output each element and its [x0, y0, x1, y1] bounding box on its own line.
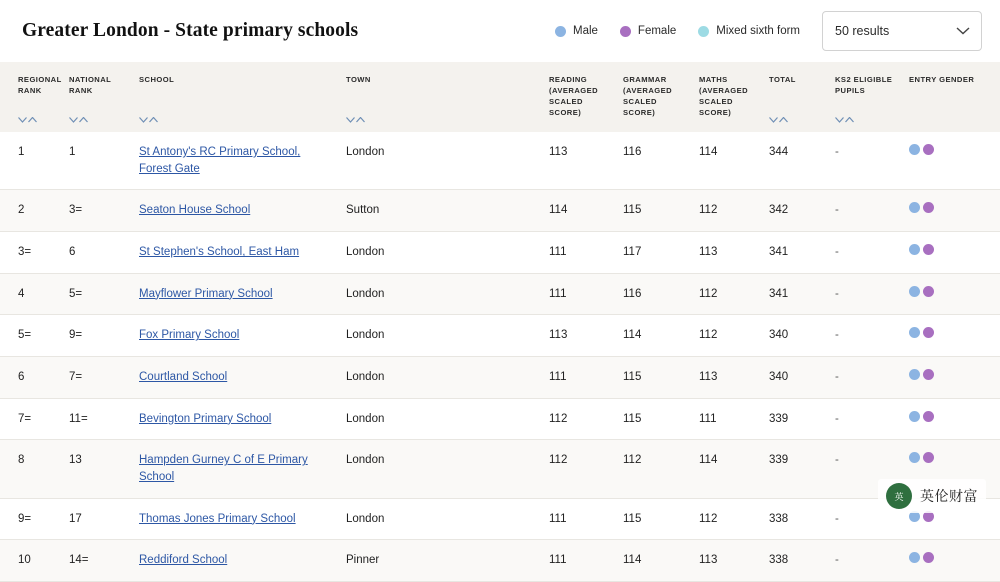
cell-total: [763, 232, 829, 274]
cell-total: [763, 540, 829, 582]
cell-regional-rank: [0, 190, 63, 232]
cell-ks2-eligible-pupils-text: -: [835, 554, 839, 567]
cell-maths: [693, 357, 763, 399]
sort-icon[interactable]: [769, 117, 788, 123]
cell-reading: [543, 190, 617, 232]
table-body: [0, 132, 1000, 582]
cell-school: [133, 357, 340, 399]
cell-town-text: Sutton: [346, 204, 380, 217]
cell-school: [133, 273, 340, 315]
cell-maths: [693, 190, 763, 232]
cell-reading-text: 113: [549, 329, 568, 342]
cell-entry-gender: [903, 273, 1000, 315]
cell-ks2-eligible-pupils-text: -: [835, 454, 839, 467]
chevron-down-icon: [956, 27, 970, 36]
cell-total: [763, 357, 829, 399]
cell-regional-rank: [0, 315, 63, 357]
entry-gender-dot: [923, 144, 934, 155]
column-header-town[interactable]: TOWN: [340, 62, 543, 132]
cell-town: [340, 315, 543, 357]
cell-town: [340, 498, 543, 540]
cell-national-rank: [63, 232, 133, 274]
cell-reading-text: 113: [549, 146, 568, 158]
cell-grammar-text: 116: [623, 287, 642, 300]
entry-gender-dots: [909, 552, 994, 563]
sort-icon[interactable]: [835, 117, 854, 123]
column-header-grammar[interactable]: GRAMMAR (AVERAGED SCALED SCORE): [617, 62, 693, 132]
legend-item-mixed-sixth-form: [698, 25, 800, 37]
cell-maths: [693, 232, 763, 274]
cell-grammar: [617, 540, 693, 582]
cell-regional-rank: [0, 540, 63, 582]
cell-total: [763, 190, 829, 232]
watermark-logo-icon: 英: [886, 483, 912, 509]
cell-total: [763, 315, 829, 357]
cell-town: [340, 190, 543, 232]
cell-maths-text: 112: [699, 204, 718, 217]
cell-entry-gender: [903, 357, 1000, 399]
results-table-wrap: [0, 62, 1000, 582]
cell-school-text[interactable]: St Antony's RC Primary School, Forest Gate: [139, 146, 301, 175]
cell-reading: [543, 498, 617, 540]
cell-reading: [543, 315, 617, 357]
column-header-maths[interactable]: MATHS (AVERAGED SCALED SCORE): [693, 62, 763, 132]
table-row: [0, 398, 1000, 440]
cell-ks2-eligible-pupils-text: -: [835, 512, 839, 525]
watermark-text: 英伦财富: [920, 489, 978, 505]
entry-gender-dots: [909, 369, 994, 380]
cell-regional-rank: [0, 498, 63, 540]
cell-school-text[interactable]: St Stephen's School, East Ham: [139, 246, 300, 259]
column-header-school[interactable]: SCHOOL: [133, 62, 340, 132]
cell-maths: [693, 398, 763, 440]
cell-town-text: London: [346, 412, 385, 425]
cell-entry-gender: [903, 132, 1000, 190]
entry-gender-dot: [909, 369, 920, 380]
legend-label-mixed-sixth-form: Mixed sixth form: [716, 25, 800, 37]
cell-grammar: [617, 357, 693, 399]
cell-total: [763, 132, 829, 190]
cell-entry-gender: [903, 398, 1000, 440]
cell-reading-text: 112: [549, 412, 568, 425]
cell-town-text: London: [346, 371, 385, 384]
cell-town-text: London: [346, 246, 385, 259]
cell-regional-rank: [0, 357, 63, 399]
entry-gender-dot: [909, 144, 920, 155]
page-header: [0, 0, 1000, 62]
cell-grammar: [617, 498, 693, 540]
cell-maths: [693, 273, 763, 315]
cell-regional-rank: [0, 398, 63, 440]
entry-gender-dot: [909, 244, 920, 255]
legend: [555, 25, 800, 37]
cell-regional-rank: [0, 232, 63, 274]
legend-label-male: Male: [572, 25, 598, 37]
cell-ks2-eligible-pupils: [829, 232, 903, 274]
cell-ks2-eligible-pupils: [829, 132, 903, 190]
cell-total-text: 341: [769, 246, 789, 259]
cell-reading: [543, 440, 617, 498]
entry-gender-dot: [909, 286, 920, 297]
cell-entry-gender: [903, 540, 1000, 582]
cell-reading-text: 111: [549, 246, 567, 259]
cell-national-rank-text: 9=: [69, 329, 83, 342]
table-row: [0, 232, 1000, 274]
cell-regional-rank-text: 6: [18, 371, 25, 384]
entry-gender-dots: [909, 286, 994, 297]
cell-grammar: [617, 190, 693, 232]
cell-total: [763, 398, 829, 440]
table-row: [0, 132, 1000, 190]
entry-gender-dot: [909, 202, 920, 213]
cell-reading-text: 111: [549, 371, 567, 384]
cell-total-text: 339: [769, 412, 789, 425]
entry-gender-dots: [909, 327, 994, 338]
sort-icon[interactable]: [346, 117, 365, 123]
cell-ks2-eligible-pupils-text: -: [835, 146, 839, 158]
cell-grammar: [617, 315, 693, 357]
cell-maths: [693, 498, 763, 540]
cell-grammar-text: 116: [623, 146, 642, 158]
cell-national-rank: [63, 132, 133, 190]
cell-maths-text: 111: [699, 412, 717, 425]
sort-icon[interactable]: [18, 117, 37, 123]
cell-total: [763, 498, 829, 540]
cell-town: [340, 132, 543, 190]
column-header-entry-gender[interactable]: ENTRY GENDER: [903, 62, 1000, 132]
cell-regional-rank: [0, 273, 63, 315]
entry-gender-dot: [923, 202, 934, 213]
entry-gender-dot: [923, 286, 934, 297]
cell-reading-text: 112: [549, 454, 568, 467]
cell-town-text: Pinner: [346, 554, 380, 567]
cell-regional-rank-text: 7=: [18, 412, 32, 425]
cell-school-text[interactable]: Bevington Primary School: [139, 412, 272, 425]
entry-gender-dot: [923, 411, 934, 422]
sort-icon[interactable]: [139, 117, 158, 123]
column-header-reading[interactable]: READING (AVERAGED SCALED SCORE): [543, 62, 617, 132]
table-row: [0, 190, 1000, 232]
cell-school-text[interactable]: Seaton House School: [139, 204, 251, 217]
cell-school: [133, 498, 340, 540]
legend-item-male: [555, 25, 598, 37]
cell-ks2-eligible-pupils: [829, 357, 903, 399]
table-header-row: [0, 62, 1000, 132]
cell-maths: [693, 440, 763, 498]
cell-national-rank-text: 1: [69, 146, 76, 158]
cell-total-text: 338: [769, 554, 789, 567]
results-count-value: 50 results: [835, 24, 890, 38]
legend-label-female: Female: [637, 25, 677, 37]
cell-town: [340, 540, 543, 582]
cell-regional-rank-text: 10: [18, 554, 31, 567]
cell-school: [133, 132, 340, 190]
cell-ks2-eligible-pupils-text: -: [835, 246, 839, 259]
cell-grammar: [617, 440, 693, 498]
cell-regional-rank-text: 9=: [18, 512, 32, 525]
entry-gender-dot: [909, 327, 920, 338]
cell-reading: [543, 232, 617, 274]
cell-total-text: 339: [769, 454, 789, 467]
cell-town: [340, 232, 543, 274]
legend-dot-female: [620, 26, 631, 37]
cell-national-rank-text: 6: [69, 246, 76, 259]
cell-school: [133, 440, 340, 498]
cell-grammar: [617, 232, 693, 274]
entry-gender-dots: [909, 202, 994, 213]
cell-total-text: 342: [769, 204, 789, 217]
cell-maths-text: 114: [699, 454, 718, 467]
cell-school: [133, 540, 340, 582]
cell-school-text[interactable]: Reddiford School: [139, 554, 228, 567]
cell-grammar-text: 115: [623, 371, 642, 384]
cell-town: [340, 273, 543, 315]
cell-regional-rank-text: 2: [18, 204, 25, 217]
cell-ks2-eligible-pupils-text: -: [835, 371, 839, 384]
entry-gender-dot: [923, 552, 934, 563]
cell-reading: [543, 357, 617, 399]
cell-national-rank: [63, 498, 133, 540]
cell-reading-text: 114: [549, 204, 568, 217]
legend-dot-mixed-sixth-form: [698, 26, 709, 37]
cell-national-rank-text: 14=: [69, 554, 89, 567]
cell-school: [133, 190, 340, 232]
cell-total-text: 340: [769, 371, 789, 384]
entry-gender-dots: [909, 452, 994, 463]
table-row: [0, 315, 1000, 357]
column-header-regional-rank[interactable]: REGIONAL RANK: [0, 62, 63, 132]
cell-maths-text: 113: [699, 554, 718, 567]
cell-national-rank-text: 3=: [69, 204, 83, 217]
cell-grammar: [617, 398, 693, 440]
column-header-ks2-eligible-pupils[interactable]: KS2 ELIGIBLE PUPILS: [829, 62, 903, 132]
cell-regional-rank: [0, 440, 63, 498]
cell-national-rank: [63, 190, 133, 232]
cell-national-rank-text: 17: [69, 512, 82, 525]
cell-ks2-eligible-pupils-text: -: [835, 204, 839, 217]
table-row: [0, 540, 1000, 582]
cell-total-text: 341: [769, 287, 789, 300]
cell-school-text[interactable]: Fox Primary School: [139, 329, 240, 342]
cell-national-rank-text: 7=: [69, 371, 83, 384]
legend-dot-male: [555, 26, 566, 37]
cell-town-text: London: [346, 329, 385, 342]
table-row: [0, 273, 1000, 315]
cell-total: [763, 273, 829, 315]
column-header-national-rank[interactable]: NATIONAL RANK: [63, 62, 133, 132]
cell-ks2-eligible-pupils-text: -: [835, 287, 839, 300]
cell-town-text: London: [346, 512, 385, 525]
cell-maths: [693, 315, 763, 357]
legend-item-female: [620, 25, 676, 37]
cell-national-rank-text: 13: [69, 454, 82, 467]
cell-school: [133, 232, 340, 274]
cell-reading: [543, 540, 617, 582]
cell-ks2-eligible-pupils: [829, 190, 903, 232]
cell-reading: [543, 273, 617, 315]
cell-national-rank: [63, 273, 133, 315]
cell-maths-text: 113: [699, 246, 718, 259]
cell-national-rank-text: 11=: [69, 412, 88, 425]
cell-reading-text: 111: [549, 287, 567, 300]
cell-grammar-text: 114: [623, 329, 642, 342]
cell-national-rank-text: 5=: [69, 287, 83, 300]
cell-regional-rank-text: 3=: [18, 246, 32, 259]
cell-grammar-text: 114: [623, 554, 642, 567]
entry-gender-dot: [909, 552, 920, 563]
entry-gender-dots: [909, 244, 994, 255]
cell-ks2-eligible-pupils: [829, 398, 903, 440]
page-title: Greater London - State primary schools: [22, 20, 359, 41]
cell-maths: [693, 540, 763, 582]
cell-maths-text: 112: [699, 287, 718, 300]
cell-national-rank: [63, 398, 133, 440]
cell-grammar: [617, 273, 693, 315]
cell-grammar: [617, 132, 693, 190]
entry-gender-dots: [909, 144, 994, 155]
cell-school: [133, 315, 340, 357]
cell-school-text[interactable]: Courtland School: [139, 371, 228, 384]
cell-maths-text: 112: [699, 329, 718, 342]
cell-national-rank: [63, 315, 133, 357]
cell-national-rank: [63, 440, 133, 498]
entry-gender-dot: [923, 327, 934, 338]
cell-grammar-text: 115: [623, 204, 642, 217]
cell-maths-text: 112: [699, 512, 718, 525]
cell-grammar-text: 115: [623, 512, 642, 525]
cell-town: [340, 357, 543, 399]
cell-school: [133, 398, 340, 440]
cell-grammar-text: 115: [623, 412, 642, 425]
cell-grammar-text: 117: [623, 246, 642, 259]
cell-school-text[interactable]: Thomas Jones Primary School: [139, 512, 296, 525]
cell-ks2-eligible-pupils: [829, 540, 903, 582]
cell-national-rank: [63, 540, 133, 582]
cell-maths-text: 113: [699, 371, 718, 384]
results-table: [0, 62, 1000, 582]
cell-reading: [543, 132, 617, 190]
cell-regional-rank-text: 8: [18, 454, 25, 467]
cell-total: [763, 440, 829, 498]
cell-total-text: 340: [769, 329, 789, 342]
sort-icon[interactable]: [69, 117, 88, 123]
cell-grammar-text: 112: [623, 454, 642, 467]
cell-town: [340, 398, 543, 440]
cell-town: [340, 440, 543, 498]
table-row: [0, 498, 1000, 540]
cell-regional-rank-text: 5=: [18, 329, 32, 342]
watermark: [878, 479, 986, 513]
cell-town-text: London: [346, 146, 385, 158]
entry-gender-dot: [909, 452, 920, 463]
cell-regional-rank: [0, 132, 63, 190]
cell-total-text: 338: [769, 512, 789, 525]
entry-gender-dot: [909, 411, 920, 422]
entry-gender-dot: [923, 369, 934, 380]
cell-regional-rank-text: 1: [18, 146, 25, 158]
cell-total-text: 344: [769, 146, 789, 158]
results-count-select[interactable]: [822, 11, 982, 51]
cell-school-text[interactable]: Mayflower Primary School: [139, 287, 273, 300]
entry-gender-dots: [909, 411, 994, 422]
column-header-total[interactable]: TOTAL: [763, 62, 829, 132]
cell-town-text: London: [346, 454, 385, 467]
cell-ks2-eligible-pupils-text: -: [835, 329, 839, 342]
cell-entry-gender: [903, 232, 1000, 274]
cell-town-text: London: [346, 287, 385, 300]
cell-entry-gender: [903, 315, 1000, 357]
table-row: [0, 357, 1000, 399]
cell-ks2-eligible-pupils-text: -: [835, 412, 839, 425]
entry-gender-dot: [923, 452, 934, 463]
cell-national-rank: [63, 357, 133, 399]
cell-maths: [693, 132, 763, 190]
table-head: [0, 62, 1000, 132]
cell-reading-text: 111: [549, 554, 567, 567]
cell-maths-text: 114: [699, 146, 718, 158]
table-row: [0, 440, 1000, 498]
cell-school-text[interactable]: Hampden Gurney C of E Primary School: [139, 454, 308, 484]
cell-ks2-eligible-pupils: [829, 273, 903, 315]
cell-reading-text: 111: [549, 512, 567, 525]
entry-gender-dot: [923, 244, 934, 255]
cell-reading: [543, 398, 617, 440]
cell-ks2-eligible-pupils: [829, 315, 903, 357]
cell-entry-gender: [903, 190, 1000, 232]
cell-regional-rank-text: 4: [18, 287, 25, 300]
